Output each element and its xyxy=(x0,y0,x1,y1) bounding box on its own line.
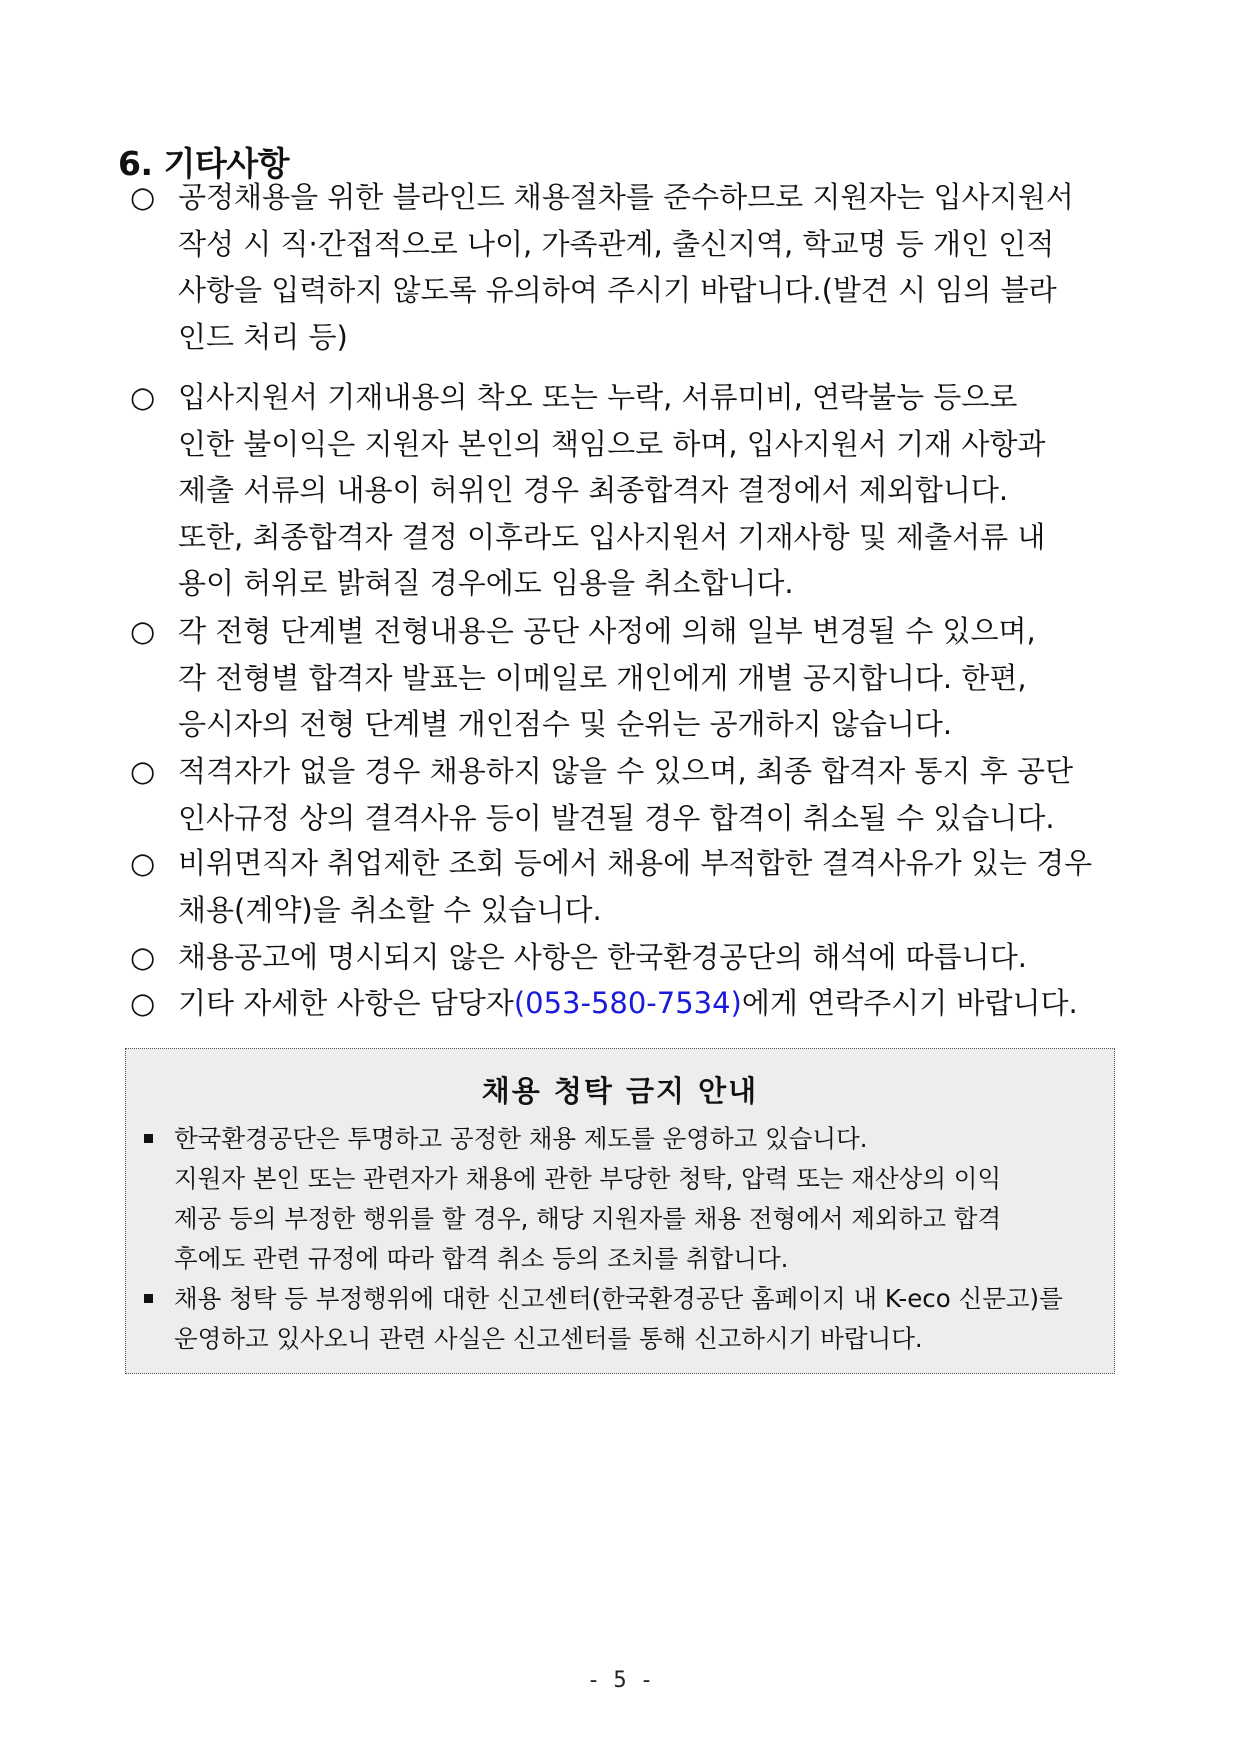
list-item xyxy=(130,608,1130,748)
item-line: 사항을 입력하지 않도록 유의하여 주시기 바랍니다.(발견 시 임의 블라 xyxy=(178,273,1057,307)
notice-line: 후에도 관련 규정에 따라 합격 취소 등의 조치를 취합니다. xyxy=(174,1244,789,1273)
circle-bullet-icon: ○ xyxy=(130,614,156,648)
notice-item xyxy=(140,1119,1090,1279)
item-line: 각 전형 단계별 전형내용은 공단 사정에 의해 일부 변경될 수 있으며, xyxy=(178,614,1036,648)
item-line: 입사지원서 기재내용의 착오 또는 누락, 서류미비, 연락불능 등으로 xyxy=(178,380,1018,414)
list-item xyxy=(130,840,1130,933)
notice-item xyxy=(140,1279,1090,1359)
item-line: 공정채용을 위한 블라인드 채용절차를 준수하므로 지원자는 입사지원서 xyxy=(178,180,1074,214)
notice-line: 운영하고 있사오니 관련 사실은 신고센터를 통해 신고하시기 바랍니다. xyxy=(174,1324,923,1353)
notice-line: 한국환경공단은 투명하고 공정한 채용 제도를 운영하고 있습니다. xyxy=(174,1124,868,1153)
item-line: 각 전형별 합격자 발표는 이메일로 개인에게 개별 공지합니다. 한편, xyxy=(178,660,1027,695)
notice-title: 채용 청탁 금지 안내 xyxy=(481,1074,759,1108)
section-title: 6. 기타사항 xyxy=(118,144,289,183)
item-line: 비위면직자 취업제한 조회 등에서 채용에 부적합한 결격사유가 있는 경우 xyxy=(178,846,1093,880)
list-item xyxy=(130,174,1130,360)
square-bullet-icon xyxy=(144,1134,153,1143)
item-line: 용이 허위로 밝혀질 경우에도 임용을 취소합니다. xyxy=(178,566,794,600)
square-bullet-icon xyxy=(144,1294,153,1303)
item-line: 인한 불이익은 지원자 본인의 책임으로 하며, 입사지원서 기재 사항과 xyxy=(178,426,1046,461)
circle-bullet-icon: ○ xyxy=(130,180,156,214)
contact-prefix: 기타 자세한 사항은 담당자 xyxy=(178,986,514,1020)
notice-box xyxy=(125,1048,1115,1374)
notice-line: 채용 청탁 등 부정행위에 대한 신고센터(한국환경공단 홈페이지 내 K-eco 신문고)를 xyxy=(174,1284,1063,1313)
list-item xyxy=(130,934,1130,981)
notice-line: 지원자 본인 또는 관련자가 채용에 관한 부당한 청탁, 압력 또는 재산상의 이익 xyxy=(174,1164,1002,1193)
item-line: 작성 시 직·간접적으로 나이, 가족관계, 출신지역, 학교명 등 개인 인적 xyxy=(178,226,1055,261)
list-item xyxy=(130,980,1130,1027)
item-line: 응시자의 전형 단계별 개인점수 및 순위는 공개하지 않습니다. xyxy=(178,707,953,741)
circle-bullet-icon: ○ xyxy=(130,754,156,788)
item-line: 인드 처리 등) xyxy=(178,319,348,354)
item-line: 채용(계약)을 취소할 수 있습니다. xyxy=(178,892,602,927)
contact-line xyxy=(178,980,1178,1027)
circle-bullet-icon: ○ xyxy=(130,380,156,414)
circle-bullet-icon: ○ xyxy=(130,986,156,1020)
circle-bullet-icon: ○ xyxy=(130,846,156,880)
item-line: 인사규정 상의 결격사유 등이 발견될 경우 합격이 취소될 수 있습니다. xyxy=(178,800,1055,835)
circle-bullet-icon: ○ xyxy=(130,940,156,974)
list-item xyxy=(130,374,1130,607)
item-line: 또한, 최종합격자 결정 이후라도 입사지원서 기재사항 및 제출서류 내 xyxy=(178,519,1046,554)
item-line: 제출 서류의 내용이 허위인 경우 최종합격자 결정에서 제외합니다. xyxy=(178,473,1009,507)
notice-line: 제공 등의 부정한 행위를 할 경우, 해당 지원자를 채용 전형에서 제외하고 합격 xyxy=(174,1204,1002,1233)
item-line: 채용공고에 명시되지 않은 사항은 한국환경공단의 해석에 따릅니다. xyxy=(178,940,1027,974)
contact-phone: (053-580-7534) xyxy=(513,986,742,1020)
item-line: 적격자가 없을 경우 채용하지 않을 수 있으며, 최종 합격자 통지 후 공단 xyxy=(178,754,1074,788)
page-number: - 5 - xyxy=(586,1668,654,1693)
contact-suffix: 에게 연락주시기 바랍니다. xyxy=(741,986,1078,1020)
list-item xyxy=(130,748,1130,841)
